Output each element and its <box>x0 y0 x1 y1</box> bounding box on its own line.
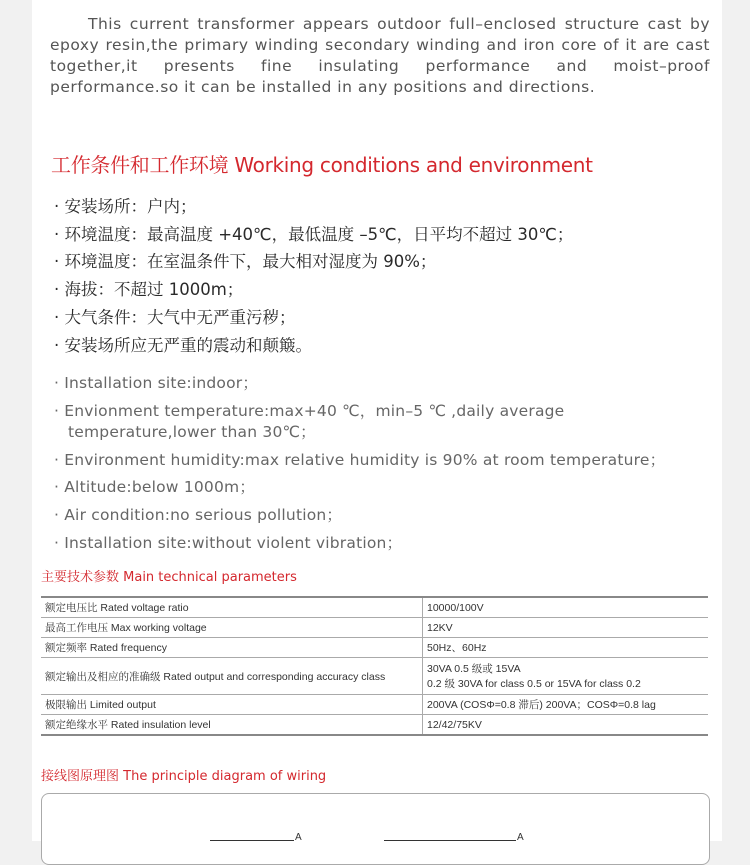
condition-en-item: · Altitude:below 1000m； <box>54 478 256 497</box>
terminal-label: A <box>517 832 524 843</box>
param-label: 额定电压比 Rated voltage ratio <box>41 597 423 618</box>
condition-en-item: · Environment humidity:max relative humidity is 90% at room temperature； <box>54 450 666 469</box>
wiring-diagram-frame <box>41 793 710 865</box>
product-page <box>32 0 722 841</box>
table-row <box>41 597 708 618</box>
condition-cn-item: · 安装场所应无严重的震动和颠簸。 <box>54 335 312 355</box>
table-row <box>41 715 708 736</box>
intro-text: This current transformer appears outdoor full–enclosed structure cast by epoxy resin,the primary winding secondary winding and iron core of it are cast together,it presents fine insulating performance and moist–proof performance.so it can be installed in any positions and directions. <box>50 15 710 96</box>
condition-cn-item: · 安装场所：户内； <box>54 197 197 216</box>
condition-en-item: · Envionment temperature:max+40 ℃，min–5 ℃ ,daily average temperature,lower than 30℃； <box>54 401 565 441</box>
param-value-line: 30VA 0.5 级或 15VA <box>427 663 521 675</box>
table-row <box>41 658 708 695</box>
condition-cn-item: · 环境温度：在室温条件下，最大相对湿度为 90%； <box>54 252 437 272</box>
param-label: 额定绝缘水平 Rated insulation level <box>41 715 423 736</box>
param-value: 12KV <box>423 618 709 638</box>
param-label: 额定频率 Rated frequency <box>41 638 423 658</box>
condition-cn-item: · 大气条件：大气中无严重污秽； <box>54 307 296 327</box>
condition-cn-item: · 环境温度：最高温度 +40℃，最低温度 –5℃，日平均不超过 30℃； <box>54 224 574 244</box>
param-value: 200VA (COSΦ=0.8 滞后) 200VA；COSΦ=0.8 lag <box>423 695 709 715</box>
conditions-list-english <box>54 373 714 561</box>
param-value-line: 0.2 级 30VA for class 0.5 or 15VA for class 0.2 <box>427 678 641 690</box>
condition-en-item: · Installation site:indoor； <box>54 374 259 392</box>
param-label: 极限输出 Limited output <box>41 695 423 715</box>
param-value <box>423 658 709 695</box>
param-value: 12/42/75KV <box>423 715 709 736</box>
param-value: 50Hz、60Hz <box>423 638 709 658</box>
table-row <box>41 695 708 715</box>
working-conditions-title: 工作条件和工作环境 Working conditions and environment <box>51 153 593 177</box>
table-row <box>41 638 708 658</box>
table-row <box>41 618 708 638</box>
param-value: 10000/100V <box>423 597 709 618</box>
condition-cn-item: · 海拔：不超过 1000m； <box>54 280 244 300</box>
param-label: 最高工作电压 Max working voltage <box>41 618 423 638</box>
technical-parameters-title: 主要技术参数 Main technical parameters <box>41 570 297 585</box>
technical-parameters-table <box>41 596 708 736</box>
intro-paragraph <box>50 14 710 98</box>
wiring-diagram-title: 接线图原理图 The principle diagram of wiring <box>41 769 327 784</box>
condition-en-item: · Installation site:without violent vibration； <box>54 533 403 552</box>
param-label: 额定输出及相应的准确级 Rated output and corresponding accuracy class <box>41 658 423 695</box>
condition-en-item: · Air condition:no serious pollution； <box>54 506 343 525</box>
terminal-label: A <box>295 832 302 843</box>
conditions-list-chinese <box>54 193 573 359</box>
